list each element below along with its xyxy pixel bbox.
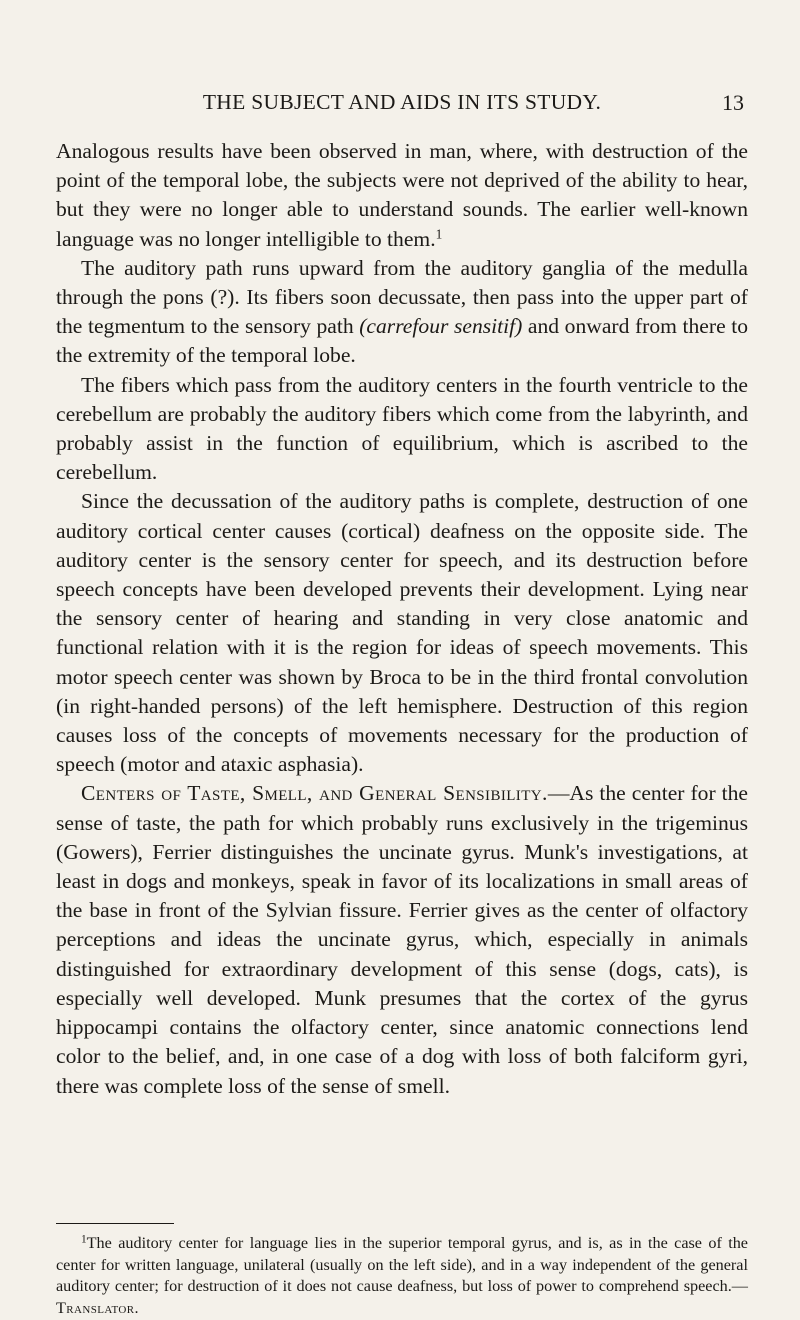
running-head — [56, 90, 748, 120]
footnote-divider — [56, 1223, 174, 1224]
paragraph-4: Since the decussation of the auditory paths is complete, destruction of one auditory cortical center causes (cortical) deafness on the opposite side. The auditory center is the sensory center for speech, and its destruction before speech concepts have been developed prevents their development. Lying near the sensory center of hearing and standing in very close anatomic and functional relation with it is the region for ideas of speech movements. This motor speech center was shown by Broca to be in the third frontal convolution (in right-handed persons) of the left hemisphere. Destruction of this region causes loss of the concepts of movements necessary for the production of speech (motor and ataxic asphasia). — [56, 489, 748, 777]
paragraph-1-text: Analogous results have been observed in man, where, with destruction of the point of the temporal lobe, the subjects were not deprived of the ability to hear, but they were no longer able to understand sounds. The earlier well-known language was no longer intelligible to them. — [56, 139, 748, 251]
paragraph-2 — [56, 254, 748, 371]
section-heading: Centers of Taste, Smell, and General Sensibility. — [81, 781, 548, 806]
running-title: THE SUBJECT AND AIDS IN ITS STUDY. — [202, 90, 602, 114]
footnote-text: The auditory center for language lies in the superior temporal gyrus, and is, as in the case of the center for written language, unilateral (usually on the left side), and in a way independent of the general auditory center; for destruction of it does not cause deafness, but loss of power to comprehend speech.— — [56, 1234, 748, 1296]
paragraph-5 — [56, 779, 748, 1100]
footnote-marker: 1 — [81, 1233, 87, 1246]
footnote-paragraph — [56, 1233, 748, 1319]
paragraph-1 — [56, 137, 748, 254]
paragraph-3: The fibers which pass from the auditory centers in the fourth ventricle to the cerebellum are probably the auditory fibers which come from the labyrinth, and probably assist in the function of equilibrium, which is ascribed to the cerebellum. — [56, 372, 748, 485]
page-number: 13 — [722, 90, 744, 115]
italic-term: (carrefour sensitif) — [359, 314, 523, 339]
footnote — [56, 1233, 748, 1319]
footnote-reference: 1 — [435, 226, 443, 242]
footnote-attribution: Translator. — [56, 1298, 139, 1317]
paragraph-2-text-a: The auditory path runs upward from the auditory ganglia of the medulla through the pons (?). Its fibers soon decussate, then pass into the upper part of the tegmentum to the sensory path — [56, 255, 748, 339]
paragraph-5-text: —As the center for the sense of taste, the path for which probably runs exclusively in the trigeminus (Gowers), Ferrier distinguishes the uncinate gyrus. Munk's investigations, at least in dogs and monkeys, speak in favor of its localizations in small areas of the base in front of the Sylvian fissure. Ferrier gives as the center of olfactory perceptions and ideas the uncinate gyrus, which, especially in animals distinguished for extraordinary development of this sense (dogs, cats), is especially well developed. Munk presumes that the cortex of the gyrus hippocampi contains the olfactory center, since anatomic connections lend color to the belief, and, in one case of a dog with loss of both falciform gyri, there was complete loss of the sense of smell. — [56, 781, 749, 1098]
body-text — [56, 137, 748, 1101]
paragraph-2-text-b: and onward from there to the extremity of the temporal lobe. — [56, 314, 749, 368]
